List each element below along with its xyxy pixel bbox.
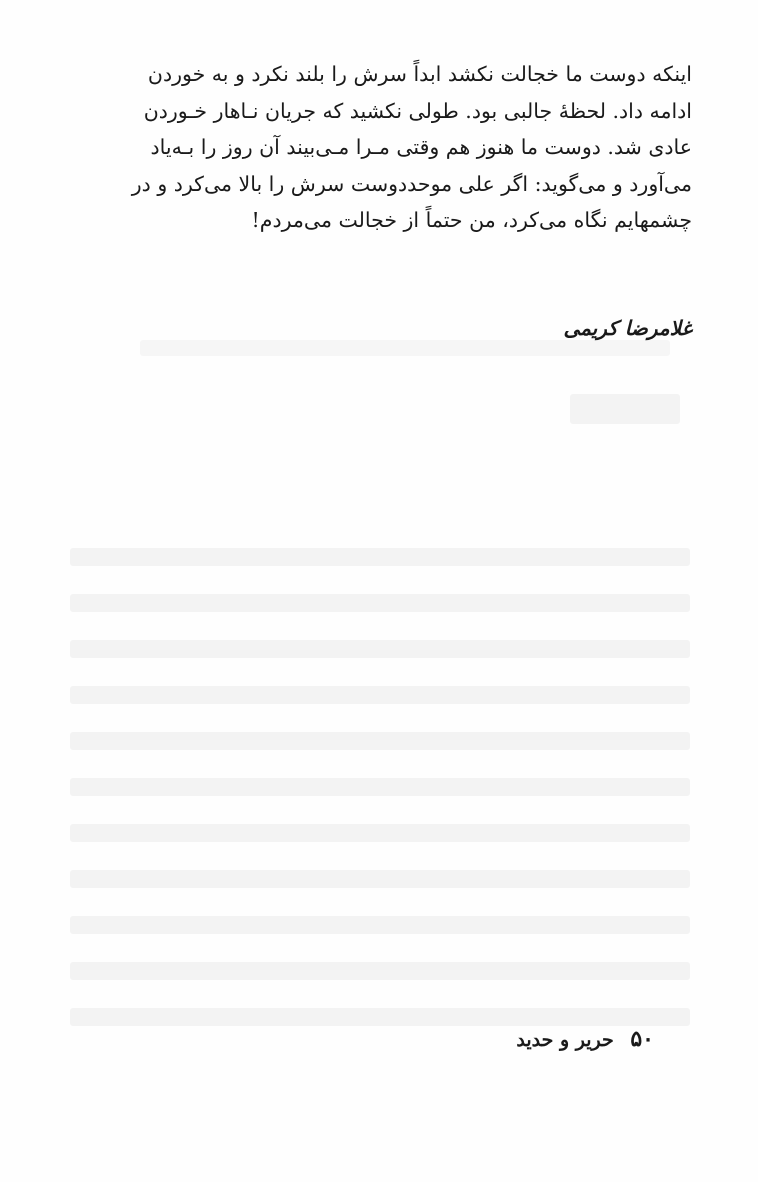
article-line: چشمهایم نگاه می‌کرد، من حتماً از خجالت می‌مردم! <box>251 208 692 232</box>
bleed-through-line <box>70 686 690 704</box>
article-line: ادامه داد. لحظهٔ جالبی بود. طولی نکشید که جریان نـاهار خـوردن <box>143 98 692 123</box>
article-line: می‌آورد و می‌گوید: اگر علی موحددوست سرش را بالا می‌کرد و در <box>131 171 692 196</box>
author-name: غلامرضا کریمی <box>563 316 692 340</box>
article-line: عادی شد. دوست ما هنوز هم وقتی مـرا مـی‌بیند آن روز را بـه‌یاد <box>150 135 692 159</box>
bleed-through-line <box>140 340 670 356</box>
bleed-through-line <box>70 594 690 612</box>
bleed-through-line <box>70 640 690 658</box>
bleed-through-heading <box>570 394 680 424</box>
book-title: حریر و حدید <box>516 1029 614 1051</box>
bleed-through-line <box>70 778 690 796</box>
page-footer <box>516 1026 654 1052</box>
bleed-through-line <box>70 962 690 980</box>
article-body <box>66 56 692 239</box>
bleed-through-line <box>70 824 690 842</box>
bleed-through-line <box>70 1008 690 1026</box>
page-number: ۵۰ <box>630 1026 654 1052</box>
bleed-through-line <box>70 732 690 750</box>
bleed-through-line <box>70 916 690 934</box>
bleed-through-line <box>70 870 690 888</box>
article-line: اینکه دوست ما خجالت نکشد ابداً سرش را بلند نکرد و به خوردن <box>147 62 692 86</box>
bleed-through-line <box>70 548 690 566</box>
